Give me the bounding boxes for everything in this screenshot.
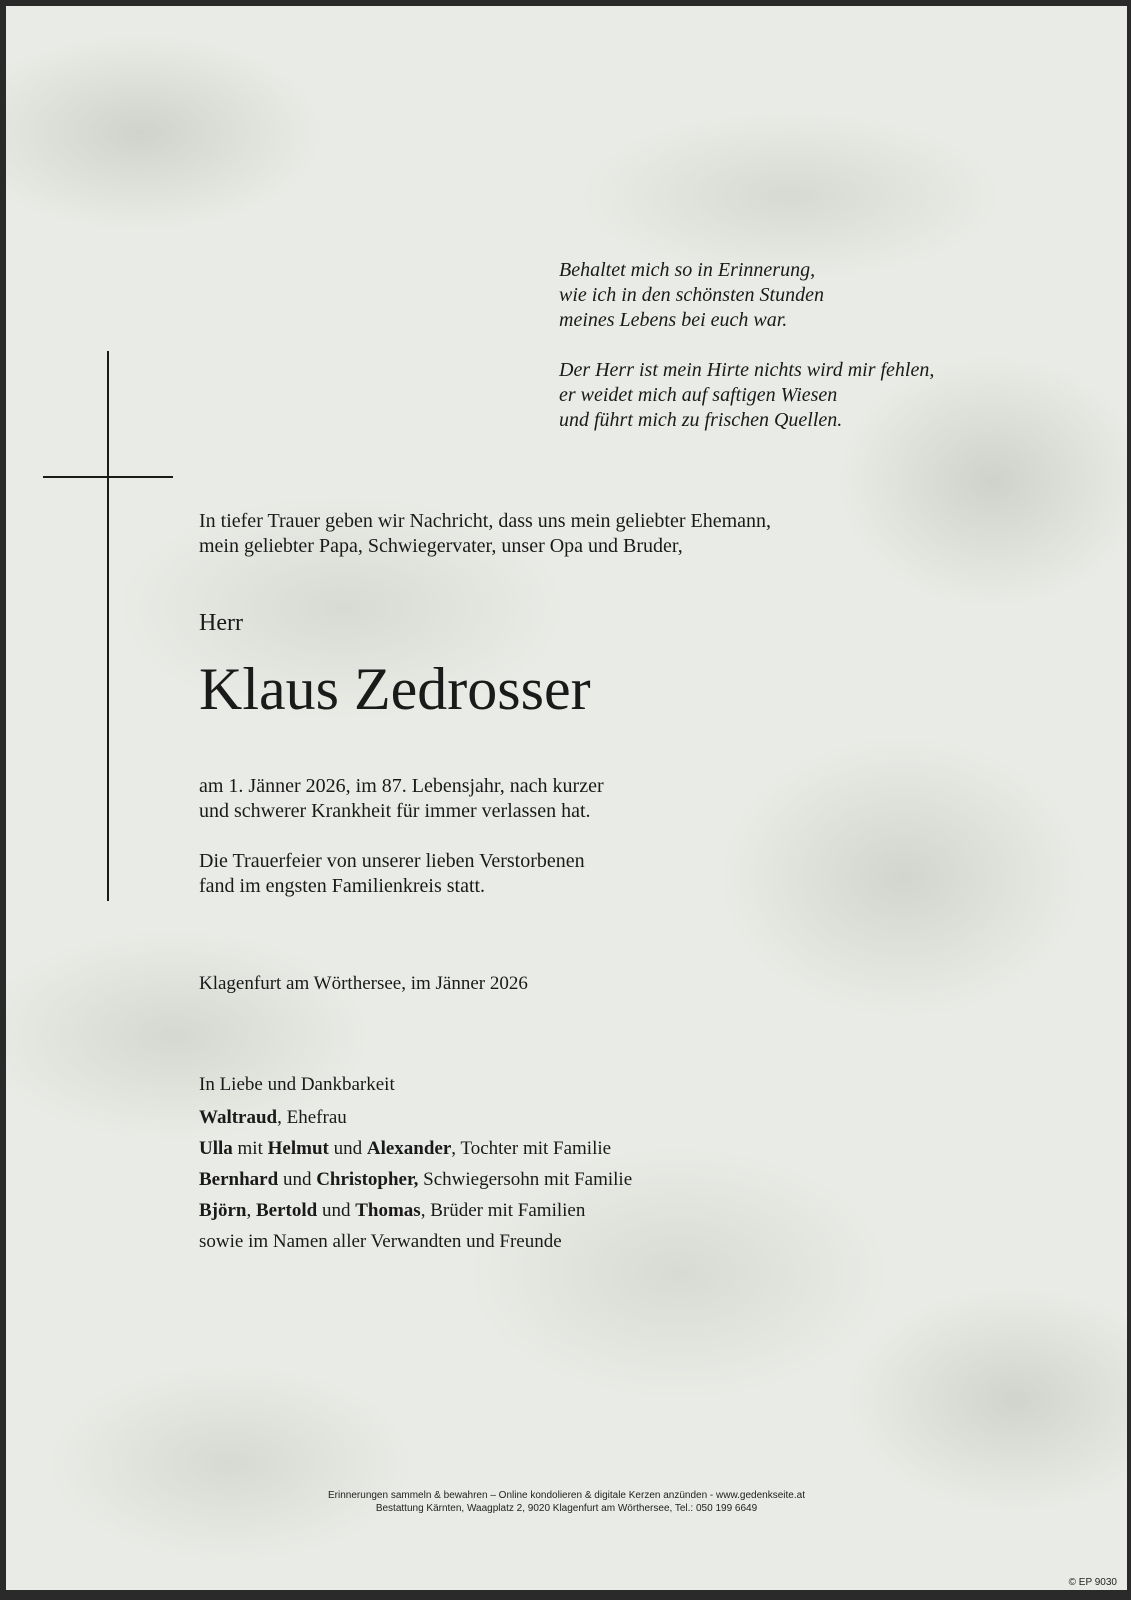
ceremony-notice (199, 849, 919, 899)
intro-line: In tiefer Trauer geben wir Nachricht, dass uns mein geliebter Ehemann, (199, 510, 772, 532)
verse-line: Behaltet mich so in Erinnerung, (559, 259, 816, 281)
signer-row (199, 1105, 919, 1130)
signer-text: und (317, 1200, 356, 1221)
verse-line: meines Lebens bei euch war. (559, 309, 788, 331)
footer-line: Bestattung Kärnten, Waagplatz 2, 9020 Klagenfurt am Wörthersee, Tel.: 050 199 6649 (375, 1503, 758, 1514)
signer-name: Alexander (366, 1138, 452, 1159)
signer-name: Waltraud (199, 1107, 278, 1128)
signer-text: mit (232, 1138, 268, 1159)
intro-line: mein geliebter Papa, Schwiegervater, unser Opa und Bruder, (199, 535, 683, 557)
stanza-gap (559, 333, 1079, 358)
verse-line: und führt mich zu frischen Quellen. (559, 409, 843, 431)
ceremony-line: fand im engsten Familienkreis statt. (199, 875, 486, 897)
signer-name: Björn (199, 1200, 247, 1221)
signer-name: Helmut (267, 1138, 329, 1159)
salutation: Herr (199, 610, 243, 636)
signer-name: Bertold (256, 1200, 318, 1221)
verse-line: wie ich in den schönsten Stunden (559, 284, 824, 306)
signer-row (199, 1167, 919, 1192)
signer-name: Bernhard (199, 1169, 279, 1190)
ceremony-line: Die Trauerfeier von unserer lieben Verstorbenen (199, 850, 585, 872)
signer-text: und (328, 1138, 367, 1159)
signer-text: , Brüder mit Familien (420, 1200, 586, 1221)
cross-vertical-bar (107, 351, 109, 901)
signer-text: , Ehefrau (277, 1107, 347, 1128)
signers-block (199, 1072, 919, 1260)
verse-line: Der Herr ist mein Hirte nichts wird mir fehlen, (559, 359, 935, 381)
signer-row (199, 1136, 919, 1161)
template-code: © EP 9030 (1068, 1577, 1117, 1588)
cross-horizontal-bar (43, 476, 173, 478)
deceased-name: Klaus Zedrosser (199, 656, 591, 722)
signer-text: , (246, 1200, 256, 1221)
signer-name: Thomas (355, 1200, 421, 1221)
signers-opening: In Liebe und Dankbarkeit (199, 1074, 395, 1095)
place-date: Klagenfurt am Wörthersee, im Jänner 2026 (199, 973, 528, 994)
death-notice (199, 774, 919, 824)
signer-row (199, 1198, 919, 1223)
verse-quote (559, 258, 1079, 433)
death-notice-line: am 1. Jänner 2026, im 87. Lebensjahr, nach kurzer (199, 775, 604, 797)
footer (6, 1489, 1127, 1515)
death-notice-line: und schwerer Krankheit für immer verlassen hat. (199, 800, 591, 822)
footer-line: Erinnerungen sammeln & bewahren – Online kondolieren & digitale Kerzen anzünden - www.gedenkseite.at (328, 1490, 805, 1501)
verse-line: er weidet mich auf saftigen Wiesen (559, 384, 838, 406)
obituary-sheet (6, 6, 1127, 1590)
signer-name: Christopher, (316, 1169, 419, 1190)
signer-text: Schwiegersohn mit Familie (418, 1169, 633, 1190)
signer-text: , Tochter mit Familie (451, 1138, 612, 1159)
intro-paragraph (199, 509, 919, 559)
signer-name: Ulla (199, 1138, 233, 1159)
signers-closing: sowie im Namen aller Verwandten und Freunde (199, 1231, 562, 1252)
signer-text: und (278, 1169, 317, 1190)
